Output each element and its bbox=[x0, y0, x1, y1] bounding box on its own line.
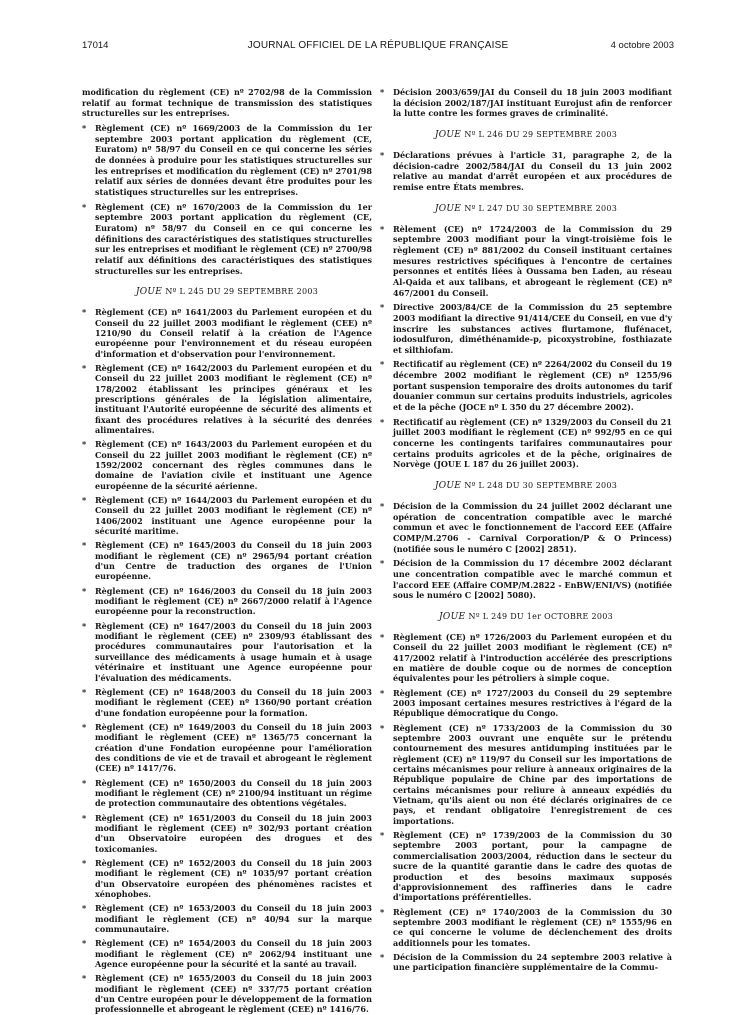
bullet-star-icon: * bbox=[82, 585, 87, 596]
list-item: * Règlement (CE) nº 1654/2003 du Conseil du 18 juin 2003 modifiant le règlement (CE) nº 2062/94 instituant une Agence européenne pour la sécurité et la santé au travail. bbox=[82, 938, 372, 970]
bullet-star-icon: * bbox=[82, 201, 87, 212]
bullet-star-icon: * bbox=[82, 938, 87, 949]
journal-title: JOURNAL OFFICIEL DE LA RÉPUBLIQUE FRANÇAISE bbox=[247, 40, 509, 51]
page-header bbox=[82, 40, 674, 56]
bullet-star-icon: * bbox=[82, 495, 87, 505]
list-item: * Règlement (CE) nº 1645/2003 du Conseil du 18 juin 2003 modifiant le règlement (CE) nº 2965/94 portant création d'un Centre de traduction des organes de l'Union européenne. bbox=[82, 540, 372, 582]
bullet-star-icon: * bbox=[380, 302, 385, 313]
bullet-star-icon: * bbox=[82, 903, 87, 914]
bullet-star-icon: * bbox=[380, 722, 385, 733]
list-item: * Rèlement (CE) nº 1724/2003 de la Commission du 29 septembre 2003 modifiant pour la vingt-troisième fois le règlement (CE) nº 881/2002 du Conseil instituant certaines mesures restrictives spécifiques à l'encontre de certaines personnes et entités liées à Oussama ben Laden, au réseau Al-Qaida et aux talibans, et abrogeant le règlement (CE) nº 467/2001 du Conseil. bbox=[380, 223, 672, 298]
list-item: * Rectificatif au règlement (CE) nº 1329/2003 du Conseil du 21 juillet 2003 modifiant le règlement (CE) nº 992/95 en ce qui concerne les contingents tarifaires communautaires pour certains produits agricoles et de la pêche, originaires de Norvège (JOUE L 187 du 26 juillet 2003). bbox=[380, 416, 672, 470]
bullet-star-icon: * bbox=[82, 777, 87, 788]
bullet-star-icon: * bbox=[380, 359, 385, 370]
list-item: * Règlement (CE) nº 1641/2003 du Parlement européen et du Conseil du 22 juillet 2003 modifiant le règlement (CEE) nº 1210/90 du Conseil relatif à la création de l'Agence européenne pour l'environnement et du réseau européen d'information et d'observation pour l'environnement. bbox=[82, 307, 372, 359]
bullet-star-icon: * bbox=[380, 906, 385, 917]
list-item: * Règlement (CE) nº 1651/2003 du Conseil du 18 juin 2003 modifiant le règlement (CEE) nº 302/93 portant création d'un Observatoire européen des drogues et des toxicomanies. bbox=[82, 812, 372, 854]
list-item: * Règlement (CE) nº 1740/2003 de la Commission du 30 septembre 2003 modifiant le règlement (CE) nº 1555/96 en ce qui concerne le volume de déclenchement des droits additionnels pour les tomates. bbox=[380, 906, 672, 948]
list-item: * Règlement (CE) nº 1726/2003 du Parlement européen et du Conseil du 22 juillet 2003 modifiant le règlement (CE) nº 417/2002 relatif à l'introduction accélérée des prescriptions en matière de double coque ou de normes de conception équivalentes pour les pétroliers à simple coque. bbox=[380, 631, 672, 684]
bullet-star-icon: * bbox=[380, 830, 385, 841]
page-number: 17014 bbox=[82, 40, 109, 51]
list-item: * Décision de la Commission du 17 décembre 2002 déclarant une concentration compatible avec le marché commun et l'accord EEE (Affaire COMP/M.2822 - EnBW/ENI/VS) (notifiée sous le numéro C [2002] 5080). bbox=[380, 558, 672, 601]
list-item: * Règlement (CE) nº 1739/2003 de la Commission du 30 septembre 2003 portant, pour la campagne de commercialisation 2003/2004, réduction dans le secteur du sucre de la quantité garantie dans le cadre des quotas de production et des besoins maximaux supposés d'approvisionnement des raffineries dans le cadre d'importations préférentielles. bbox=[380, 830, 672, 903]
bullet-star-icon: * bbox=[82, 973, 87, 984]
list-item: * Règlement (CE) nº 1644/2003 du Parlement européen et du Conseil du 22 juillet 2003 modifiant le règlement (CE) nº 1406/2002 instituant une Agence européenne pour la sécurité maritime. bbox=[82, 495, 372, 537]
list-item: * Règlement (CE) nº 1727/2003 du Conseil du 29 septembre 2003 imposant certaines mesures restrictives à l'égard de la République démocratique du Congo. bbox=[380, 687, 672, 719]
issue-date: 4 octobre 2003 bbox=[610, 40, 674, 51]
list-item: * Règlement (CE) nº 1643/2003 du Parlement européen et du Conseil du 22 juillet 2003 modifiant le règlement (CE) nº 1592/2002 concernant des règles communes dans le domaine de l'aviation civile et instituant une Agence européenne de la sécurité aérienne. bbox=[82, 439, 372, 491]
list-item: * Décision de la Commission du 24 septembre 2003 relative à une participation financière supplémentaire de la Commu- bbox=[380, 951, 672, 973]
bullet-star-icon: * bbox=[380, 223, 385, 234]
bullet-star-icon: * bbox=[82, 362, 87, 373]
list-item: * Règlement (CE) nº 1670/2003 de la Commission du 1er septembre 2003 portant application du règlement (CE, Euratom) nº 58/97 du Conseil en ce qui concerne les définitions des caractéristiques des statistiques structurelles sur les entreprises et modifiant le règlement (CE) nº 2700/98 relatif aux définitions des caractéristiques des statistiques structurelles sur les entreprises. bbox=[82, 201, 372, 276]
bullet-star-icon: * bbox=[380, 87, 385, 97]
list-item: * Règlement (CE) nº 1642/2003 du Parlement européen et du Conseil du 22 juillet 2003 modifiant le règlement (CE) nº 178/2002 établissant les principes généraux et les prescriptions générales de la législation alimentaire, instituant l'Autorité européenne de sécurité des aliments et fixant des procédures relatives à la sécurité des denrées alimentaires. bbox=[82, 362, 372, 435]
bullet-star-icon: * bbox=[82, 307, 87, 318]
left-column bbox=[82, 87, 372, 1015]
section-heading-l245: JOUE Nº L 245 DU 29 SEPTEMBRE 2003 bbox=[135, 287, 319, 298]
list-item: * Règlement (CE) nº 1648/2003 du Conseil du 18 juin 2003 modifiant le règlement (CEE) nº 1360/90 portant création d'une fondation européenne pour la formation. bbox=[82, 686, 372, 718]
list-item: * Décision de la Commission du 24 juillet 2002 déclarant une opération de concentration compatible avec le marché commun et avec le fonctionnement de l'accord EEE (Affaire COMP/M.2706 - Carnival Corporation/P & O Princess) (notifiée sous le numéro C [2002] 2851). bbox=[380, 501, 672, 554]
bullet-star-icon: * bbox=[380, 416, 385, 427]
list-item: modification du règlement (CE) nº 2702/98 de la Commission relatif au format technique de transmission des statistiques structurelles sur les entreprises. bbox=[82, 87, 372, 119]
right-column bbox=[380, 87, 672, 977]
list-item: * Règlement (CE) nº 1669/2003 de la Commission du 1er septembre 2003 portant application du règlement (CE, Euratom) nº 58/97 du Conseil en ce qui concerne les séries de données à produire pour les statistiques structurelles sur les entreprises et modification du règlement (CE) nº 2701/98 relatif aux séries de données devant être produites pour les statistiques structurelles sur les entreprises. bbox=[82, 122, 372, 197]
bullet-star-icon: * bbox=[380, 631, 385, 642]
list-item: * Règlement (CE) nº 1652/2003 du Conseil du 18 juin 2003 modifiant le règlement (CE) nº 1035/97 portant création d'un Observatoire européen des phénomènes racistes et xénophobes. bbox=[82, 858, 372, 900]
bullet-star-icon: * bbox=[82, 812, 87, 823]
section-heading-l248: JOUE Nº L 248 DU 30 SEPTEMBRE 2003 bbox=[434, 481, 618, 492]
bullet-star-icon: * bbox=[82, 721, 87, 732]
list-item: * Décision 2003/659/JAI du Conseil du 18 juin 2003 modifiant la décision 2002/187/JAI instituant Eurojust afin de renforcer la lutte contre les formes graves de criminalité. bbox=[380, 87, 672, 119]
list-item: * Rectificatif au règlement (CE) nº 2264/2002 du Conseil du 19 décembre 2002 modifiant le règlement (CE) nº 1255/96 portant suspension temporaire des droits autonomes du tarif douanier commun sur certains produits industriels, agricoles et de la pêche (JOCE nº L 350 du 27 décembre 2002). bbox=[380, 359, 672, 413]
section-heading-l247: JOUE Nº L 247 DU 30 SEPTEMBRE 2003 bbox=[434, 203, 618, 214]
bullet-star-icon: * bbox=[380, 558, 385, 569]
bullet-star-icon: * bbox=[82, 122, 87, 133]
list-item: * Règlement (CE) nº 1647/2003 du Conseil du 18 juin 2003 modifiant le règlement (CEE) nº 2309/93 établissant des procédures communautaires pour l'autorisation et la surveillance des médicaments à usage humain et à usage vétérinaire et instituant une Agence européenne pour l'évaluation des médicaments. bbox=[82, 620, 372, 683]
bullet-star-icon: * bbox=[82, 439, 87, 450]
list-item: * Déclarations prévues à l'article 31, paragraphe 2, de la décision-cadre 2002/584/JAI du Conseil du 13 juin 2002 relative au mandat d'arrêt européen et aux procédures de remise entre États membres. bbox=[380, 149, 672, 192]
bullet-star-icon: * bbox=[380, 149, 385, 160]
section-heading-l246: JOUE Nº L 246 DU 29 SEPTEMBRE 2003 bbox=[434, 129, 618, 140]
section-heading-l249: JOUE Nº L 249 DU 1er OCTOBRE 2003 bbox=[439, 611, 613, 622]
bullet-star-icon: * bbox=[82, 858, 87, 868]
list-item: * Règlement (CE) nº 1733/2003 de la Commission du 30 septembre 2003 ouvrant une enquête sur le prétendu contournement des mesures antidumping instituées par le règlement (CE) nº 119/97 du Conseil sur les importations de certains mécanismes pour reliure à anneaux originaires de la République populaire de Chine par des importations de certains mécanismes pour reliure à anneaux expédiés du Vietnam, qu'ils aient ou non été déclarés originaires de ce pays, et rendant obligatoire l'enregistrement de ces importations. bbox=[380, 722, 672, 826]
list-item: * Règlement (CE) nº 1649/2003 du Conseil du 18 juin 2003 modifiant le règlement (CEE) nº 1365/75 concernant la création d'une Fondation européenne pour l'amélioration des conditions de vie et de travail et abrogeant le règlement (CEE) nº 1417/76. bbox=[82, 721, 372, 774]
list-item: * Règlement (CE) nº 1650/2003 du Conseil du 18 juin 2003 modifiant le règlement (CE) nº 2100/94 instituant un régime de protection communautaire des obtentions végétales. bbox=[82, 777, 372, 809]
bullet-star-icon: * bbox=[380, 951, 385, 962]
bullet-star-icon: * bbox=[380, 501, 385, 512]
list-item: * Règlement (CE) nº 1655/2003 du Conseil du 18 juin 2003 modifiant le règlement (CEE) nº 337/75 portant création d'un Centre européen pour le développement de la formation professionnelle et abrogeant le règlement (CEE) nº 1416/76. bbox=[82, 973, 372, 1015]
bullet-star-icon: * bbox=[82, 686, 87, 697]
list-item: * Règlement (CE) nº 1653/2003 du Conseil du 18 juin 2003 modifiant le règlement (CE) nº 40/94 sur la marque communautaire. bbox=[82, 903, 372, 935]
list-item: * Règlement (CE) nº 1646/2003 du Conseil du 18 juin 2003 modifiant le règlement (CE) nº 2667/2000 relatif à l'Agence européenne pour la reconstruction. bbox=[82, 585, 372, 617]
bullet-star-icon: * bbox=[82, 620, 87, 631]
bullet-star-icon: * bbox=[380, 687, 385, 698]
list-item: * Directive 2003/84/CE de la Commission du 25 septembre 2003 modifiant la directive 91/414/CEE du Conseil, en vue d'y inscrire les substances actives flurtamone, flufénacet, iodosulfuron, diméthénamide-p, picoxystrobine, fosthiazate et silthiofam. bbox=[380, 302, 672, 355]
bullet-star-icon: * bbox=[82, 540, 87, 551]
